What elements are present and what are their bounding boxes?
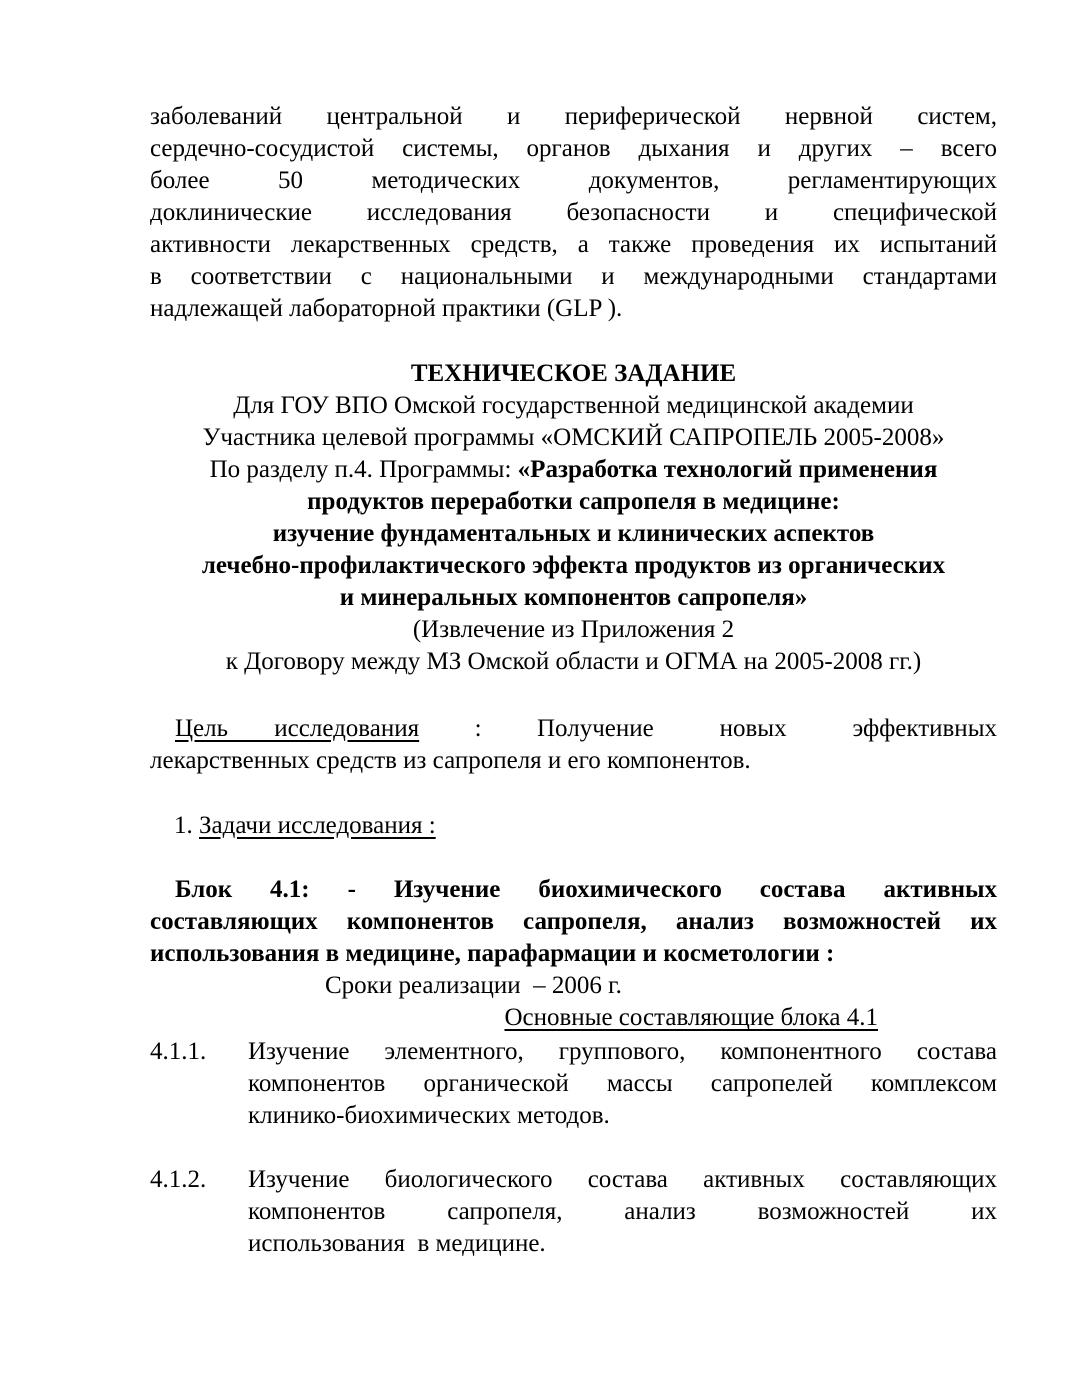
block-line: Блок 4.1: - Изучение биохимического состава активных (175, 876, 997, 903)
item-text (248, 1036, 997, 1132)
item-text (248, 1164, 997, 1260)
tasks-label: Задачи исследования : (199, 812, 436, 839)
heading-line: Для ГОУ ВПО Омской государственной медицинской академии (233, 392, 914, 419)
intro-line: более 50 методических документов, регламентирующих (150, 167, 997, 194)
item-line: компонентов сапропеля, анализ возможностей их (248, 1198, 997, 1225)
heading-line (150, 454, 997, 486)
extract-note: к Договору между МЗ Омской области и ОГМА на 2005-2008 гг.) (225, 648, 922, 675)
heading-block (150, 358, 997, 678)
item-number: 4.1.1. (150, 1038, 207, 1065)
goal-label: Цель исследования (175, 715, 420, 742)
block-line: использования в медицине, парафармации и косметологии : (150, 940, 835, 967)
deadline-text: Сроки реализации – 2006 г. (325, 972, 622, 999)
item-line: использования в медицине. (248, 1230, 546, 1257)
item-line: Изучение биологического состава активных составляющих (248, 1166, 997, 1193)
tasks-heading (174, 810, 774, 842)
item-line: клинико-биохимических методов. (248, 1102, 610, 1129)
program-title-line: и минеральных компонентов сапропеля» (339, 584, 808, 611)
intro-line: заболеваний центральной и периферической нервной систем, (150, 103, 997, 130)
tasks-number: 1. (174, 812, 193, 839)
program-title-start: «Разработка технологий применения (517, 456, 938, 483)
intro-line: в соответствии с национальными и международными стандартами (150, 263, 997, 290)
components-title: Основные составляющие блока 4.1 (504, 1004, 878, 1031)
intro-paragraph (150, 101, 997, 325)
intro-line: активности лекарственных средств, а также проведения их испытаний (150, 231, 997, 258)
components-heading (343, 1002, 878, 1034)
extract-note: (Извлечение из Приложения 2 (412, 616, 735, 643)
goal-text: лекарственных средств из сапропеля и его компонентов. (150, 747, 751, 774)
item-number: 4.1.2. (150, 1166, 207, 1193)
goal-section (150, 713, 997, 777)
item-line: Изучение элементного, группового, компонентного состава (248, 1038, 997, 1065)
program-title-line: продуктов переработки сапропеля в медицине: (307, 488, 840, 515)
goal-line (150, 713, 997, 745)
item-line: компонентов органической массы сапропелей комплексом (248, 1070, 997, 1097)
intro-line: доклинические исследования безопасности и специфической (150, 199, 997, 226)
program-title-line: лечебно-профилактического эффекта продуктов из органических (201, 552, 946, 579)
intro-line: надлежащей лабораторной практики (GLP ). (150, 295, 623, 322)
block-line: составляющих компонентов сапропеля, анализ возможностей их (150, 908, 997, 935)
tasks-line (174, 810, 774, 842)
section-prefix: По разделу п.4. Программы: (209, 456, 518, 483)
goal-text-start: Получение новых эффективных (537, 715, 997, 742)
intro-line: сердечно-сосудистой системы, органов дыхания и других – всего (150, 135, 997, 162)
program-title-line: изучение фундаментальных и клинических аспектов (272, 520, 875, 547)
deadline (325, 970, 925, 1002)
block-4-1 (150, 874, 997, 970)
goal-colon: : (474, 715, 482, 742)
heading-line: Участника целевой программы «ОМСКИЙ САПРОПЕЛЬ 2005-2008» (202, 424, 945, 451)
document-title: ТЕХНИЧЕСКОЕ ЗАДАНИЕ (410, 360, 737, 387)
